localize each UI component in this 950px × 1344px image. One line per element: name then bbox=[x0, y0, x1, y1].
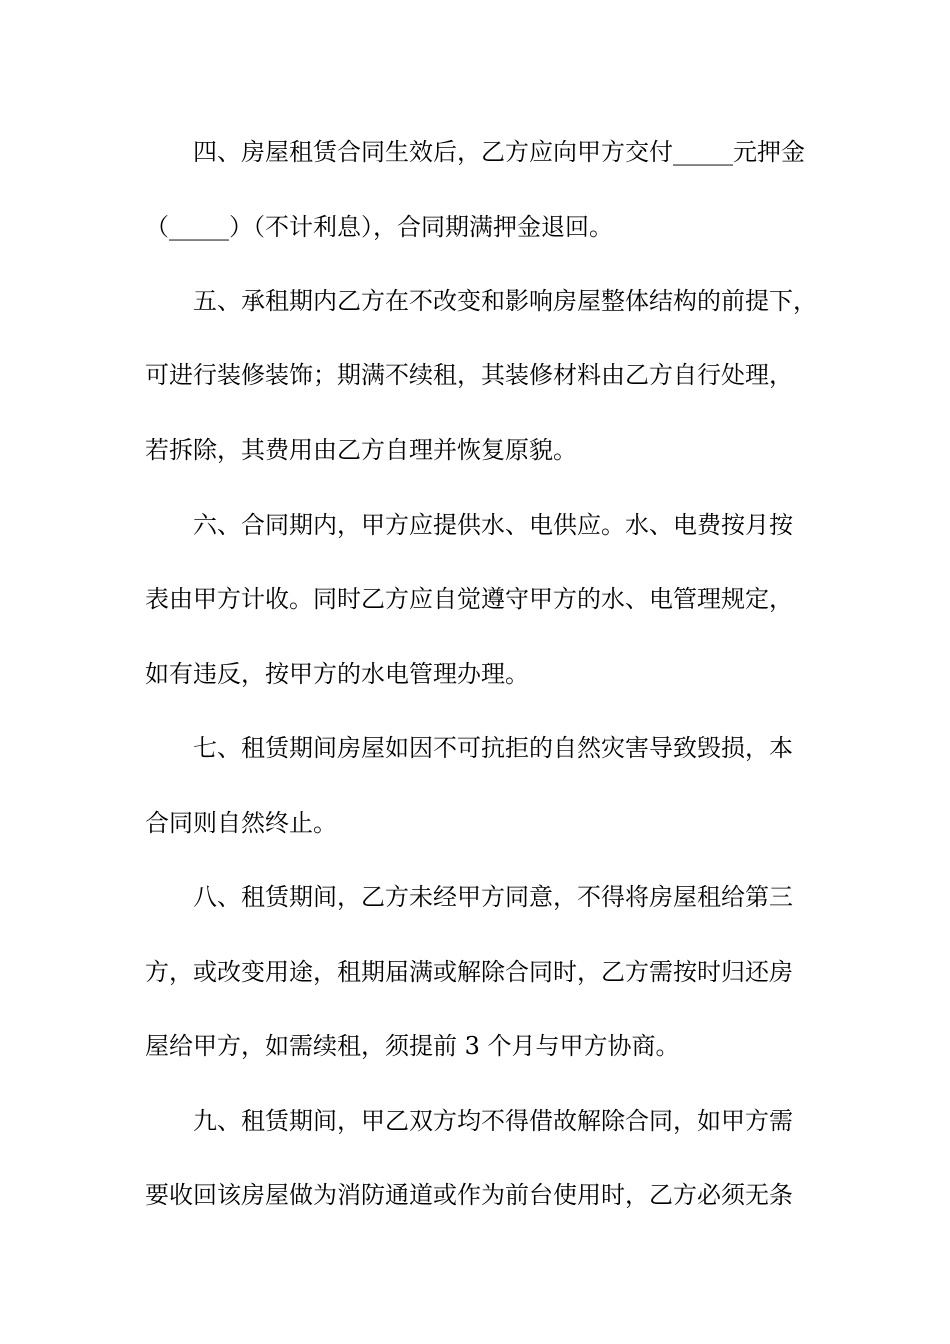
text-line: 若拆除，其费用由乙方自理并恢复原貌。 bbox=[145, 436, 577, 464]
text-line: 屋给甲方，如需续租，须提前 3 个月与甲方协商。 bbox=[145, 1032, 680, 1060]
clause-9-line-1 bbox=[0, 1101, 950, 1141]
clause-4-line-2 bbox=[0, 207, 950, 247]
text-line: 六、合同期内，甲方应提供水、电供应。水、电费按月按 bbox=[193, 511, 793, 539]
text-line: 要收回该房屋做为消防通道或作为前台使用时，乙方必须无条 bbox=[145, 1181, 793, 1209]
clause-8-line-3 bbox=[0, 1026, 950, 1066]
clause-8-line-2 bbox=[0, 952, 950, 992]
clause-5-line-3 bbox=[0, 430, 950, 470]
clause-5-line-1 bbox=[0, 281, 950, 321]
text-line: 九、租赁期间，甲乙双方均不得借故解除合同，如甲方需 bbox=[193, 1107, 793, 1135]
text-line: 可进行装修装饰；期满不续租，其装修材料由乙方自行处理， bbox=[145, 361, 793, 389]
clause-6-line-1 bbox=[0, 505, 950, 545]
text-line: 四、房屋租赁合同生效后，乙方应向甲方交付_____元押金 bbox=[193, 138, 805, 166]
clause-7-line-2 bbox=[0, 803, 950, 843]
text-line: 如有违反，按甲方的水电管理办理。 bbox=[145, 660, 529, 688]
text-line: 七、租赁期间房屋如因不可抗拒的自然灾害导致毁损，本 bbox=[193, 734, 793, 762]
clause-7-line-1 bbox=[0, 728, 950, 768]
text-line: 八、租赁期间，乙方未经甲方同意，不得将房屋租给第三 bbox=[193, 883, 793, 911]
clause-6-line-3 bbox=[0, 654, 950, 694]
text-line: 表由甲方计收。同时乙方应自觉遵守甲方的水、电管理规定， bbox=[145, 585, 793, 613]
clause-4-line-1 bbox=[0, 132, 950, 172]
clause-8-line-1 bbox=[0, 877, 950, 917]
clause-5-line-2 bbox=[0, 355, 950, 395]
text-line: （_____）（不计利息），合同期满押金退回。 bbox=[145, 213, 613, 241]
text-line: 合同则自然终止。 bbox=[145, 809, 337, 837]
text-line: 方，或改变用途，租期届满或解除合同时，乙方需按时归还房 bbox=[145, 958, 793, 986]
clause-6-line-2 bbox=[0, 579, 950, 619]
clause-9-line-2 bbox=[0, 1175, 950, 1215]
text-line: 五、承租期内乙方在不改变和影响房屋整体结构的前提下， bbox=[193, 287, 817, 315]
